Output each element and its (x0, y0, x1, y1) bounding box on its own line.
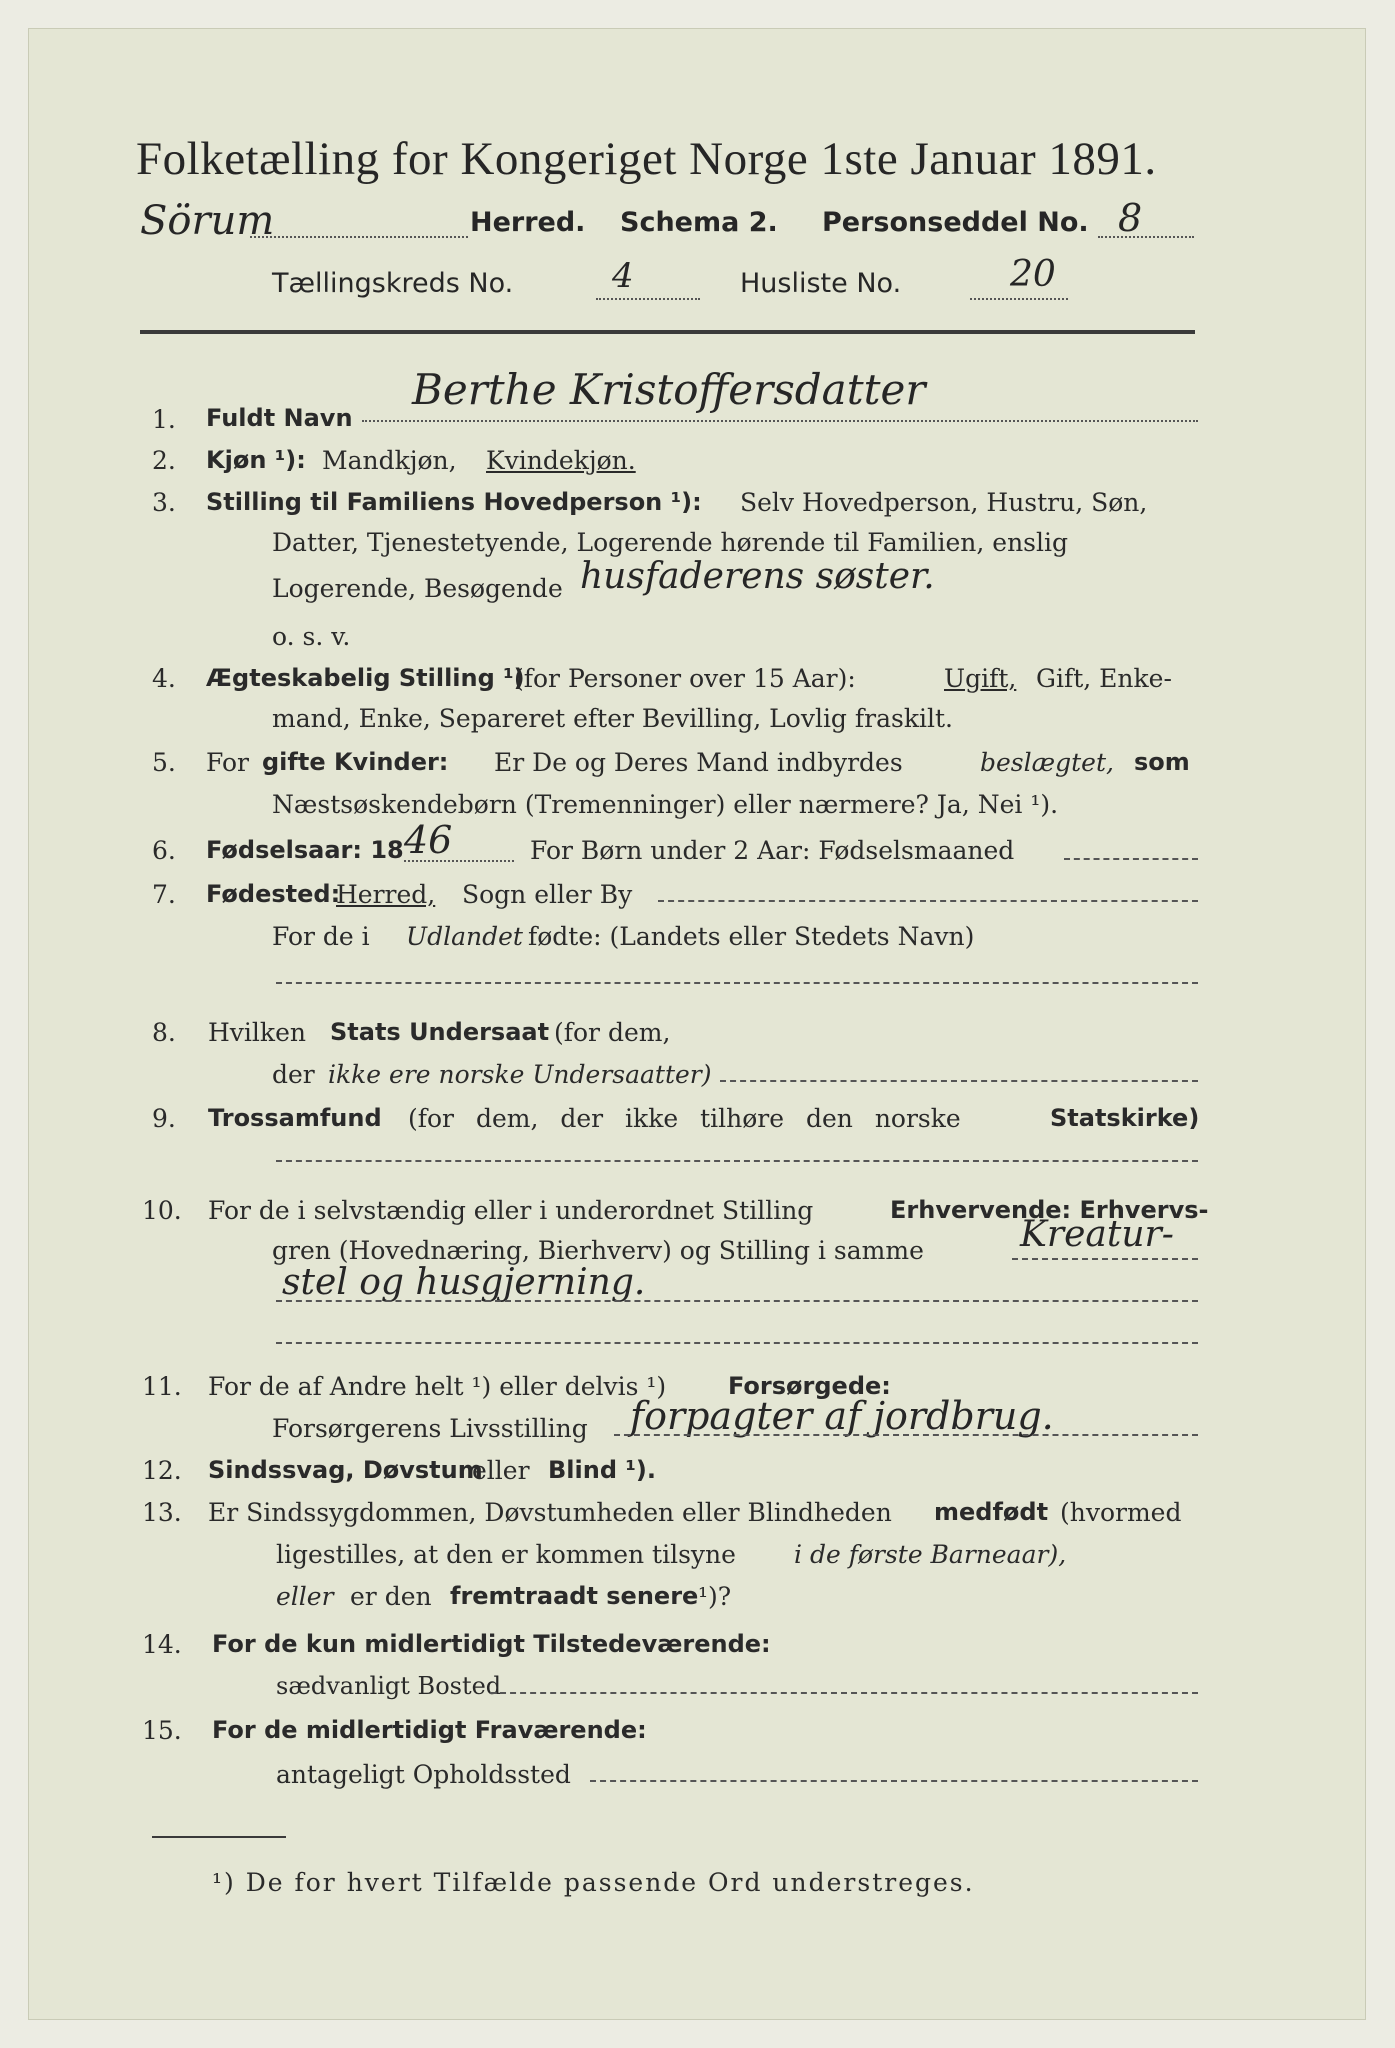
provider-occupation-line (614, 1434, 1198, 1436)
item-4-number: 4. (152, 664, 176, 693)
item-10-line1a: For de i selvstændig eller i underordnet Stilling (208, 1196, 814, 1225)
item-7-number: 7. (152, 880, 176, 909)
item-12-rest: eller (472, 1456, 530, 1485)
item-7-label: Fødested: (206, 880, 341, 908)
item-13-line1a: Er Sindssygdommen, Døvstumheden eller Blindheden (208, 1498, 892, 1527)
item-12-blind: Blind ¹). (548, 1456, 656, 1484)
item-9-number: 9. (152, 1104, 176, 1133)
personseddel-dotted-line (1098, 236, 1194, 238)
birth-year-value: 46 (404, 818, 453, 862)
footnote-rule (152, 1836, 286, 1838)
occupation-value-1: Kreatur- (1020, 1214, 1174, 1255)
sex-option-female: Kvindekjøn. (486, 446, 636, 475)
item-5-line1a: For (206, 748, 249, 777)
item-5-number: 5. (152, 748, 176, 777)
kreds-label: Tællingskreds No. (272, 268, 514, 299)
item-5-line2: Næstsøskendebørn (Tremenninger) eller nærmere? Ja, Nei ¹). (272, 790, 1059, 819)
item-15-line2: antageligt Opholdssted (276, 1760, 571, 1789)
item-7-line2a: For de i (272, 922, 370, 951)
schema-label: Schema 2. (620, 207, 778, 238)
citizenship-line (720, 1080, 1198, 1082)
item-11-line2: Forsørgerens Livsstilling (272, 1414, 588, 1443)
birth-month-line (1064, 858, 1198, 860)
item-13-fremtraadt: fremtraadt senere (450, 1582, 699, 1610)
item-5-som: som (1134, 748, 1190, 776)
item-11-label: Forsørgede: (728, 1372, 891, 1400)
kreds-value: 4 (612, 256, 634, 296)
item-13-line3-ital: eller (276, 1582, 334, 1611)
occupation-value-2: stel og husgjerning. (282, 1262, 646, 1303)
header-rule (140, 330, 1195, 334)
item-14-number: 14. (142, 1630, 182, 1659)
item-9-statskirke: Statskirke) (1050, 1104, 1200, 1132)
item-3-number: 3. (152, 488, 176, 517)
item-9-line1b: (for dem, der ikke tilhøre den norske (408, 1104, 961, 1133)
kreds-dotted-line (596, 298, 700, 300)
item-6-rest: For Børn under 2 Aar: Fødselsmaaned (530, 836, 1015, 865)
item-3-label: Stilling til Familiens Hovedperson ¹): (206, 488, 702, 516)
item-14-label: For de kun midlertidigt Tilstedeværende: (212, 1630, 771, 1658)
item-10-label: Erhvervende: Erhvervs- (890, 1196, 1209, 1224)
birthplace-option-herred: Herred, (336, 880, 436, 909)
item-2-label: Kjøn ¹): (206, 446, 306, 474)
item-3-line3: Logerende, Besøgende (272, 574, 563, 603)
religion-line (276, 1160, 1198, 1162)
item-13-line1b: (hvormed (1060, 1498, 1182, 1527)
item-8-number: 8. (152, 1018, 176, 1047)
item-6-number: 6. (152, 836, 176, 865)
item-7-line2b: fødte: (Landets eller Stedets Navn) (528, 922, 975, 951)
item-4-line1b: Gift, Enke- (1036, 664, 1172, 693)
item-13-line3c: ¹)? (698, 1582, 732, 1611)
item-7-udlandet: Udlandet (406, 922, 523, 951)
item-13-line2-ital: i de første Barneaar), (794, 1540, 1067, 1569)
item-5-label: gifte Kvinder: (262, 748, 449, 776)
item-1-label: Fuldt Navn (206, 404, 353, 432)
marital-option-ugift: Ugift, (944, 664, 1017, 693)
item-13-line3b: er den (350, 1582, 432, 1611)
personseddel-label: Personseddel No. (822, 207, 1089, 238)
husliste-value: 20 (1010, 254, 1056, 295)
item-9-label: Trossamfund (208, 1104, 382, 1132)
item-4-label: Ægteskabelig Stilling ¹) (206, 664, 525, 692)
item-3-line2: Datter, Tjenestetyende, Logerende hørende til Familien, enslig (272, 528, 1069, 557)
personseddel-value: 8 (1118, 196, 1143, 240)
footnote: ¹) De for hvert Tilfælde passende Ord understreges. (212, 1868, 975, 1897)
birth-year-line (404, 860, 514, 862)
item-6-label: Fødselsaar: 18 (206, 836, 404, 864)
item-15-number: 15. (142, 1716, 182, 1745)
occupation-line-1 (1012, 1258, 1198, 1260)
item-8-line2a: der (272, 1060, 315, 1089)
occupation-line-2 (276, 1300, 1198, 1302)
item-3-line4: o. s. v. (272, 622, 351, 651)
herred-label: Herred. (470, 207, 586, 238)
sex-option-male: Mandkjøn, (322, 446, 457, 475)
item-8-line2-ital: ikke ere norske Undersaatter) (328, 1060, 712, 1089)
item-12-number: 12. (142, 1456, 182, 1485)
form-title: Folketælling for Kongeriget Norge 1ste Januar 1891. (136, 133, 1157, 185)
item-4-line2: mand, Enke, Separeret efter Bevilling, Lovlig fraskilt. (272, 704, 953, 733)
husliste-label: Husliste No. (740, 268, 902, 299)
item-11-line1a: For de af Andre helt ¹) eller delvis ¹) (208, 1372, 667, 1401)
full-name-value: Berthe Kristoffersdatter (412, 365, 926, 414)
item-5-beslaegtet: beslægtet, (980, 748, 1114, 777)
item-12-label: Sindssvag, Døvstum (208, 1456, 483, 1484)
provider-occupation-value: forpagter af jordbrug. (630, 1394, 1054, 1438)
item-8-label: Stats Undersaat (330, 1018, 550, 1046)
item-7-rest: Sogn eller By (462, 880, 633, 909)
item-13-medfodt: medfødt (934, 1498, 1049, 1526)
foreign-birthplace-line (276, 982, 1198, 984)
item-5-line1b: Er De og Deres Mand indbyrdes (494, 748, 903, 777)
item-4-line1a: (for Personer over 15 Aar): (514, 664, 856, 693)
item-8-line1b: (for dem, (554, 1018, 671, 1047)
item-13-line2a: ligestilles, at den er kommen tilsyne (276, 1540, 736, 1569)
item-11-number: 11. (142, 1372, 182, 1401)
usual-residence-line (490, 1692, 1198, 1694)
item-2-number: 2. (152, 446, 176, 475)
occupation-line-3 (276, 1342, 1198, 1344)
item-15-label: For de midlertidigt Fraværende: (212, 1716, 647, 1744)
probable-residence-line (590, 1780, 1198, 1782)
item-13-number: 13. (142, 1498, 182, 1527)
item-3-line1: Selv Hovedperson, Hustru, Søn, (740, 488, 1148, 517)
item-10-number: 10. (142, 1196, 182, 1225)
item-8-line1a: Hvilken (208, 1018, 306, 1047)
herred-dotted-line (250, 236, 468, 238)
husliste-dotted-line (970, 298, 1068, 300)
item-10-line2: gren (Hovednæring, Bierhverv) og Stilling i samme (272, 1236, 924, 1265)
herred-value: Sörum (140, 198, 275, 244)
item-14-line2: sædvanligt Bosted (276, 1672, 502, 1700)
birthplace-line (658, 900, 1198, 902)
family-position-value: husfaderens søster. (580, 556, 935, 597)
item-1-number: 1. (152, 405, 176, 434)
full-name-line (362, 420, 1198, 422)
